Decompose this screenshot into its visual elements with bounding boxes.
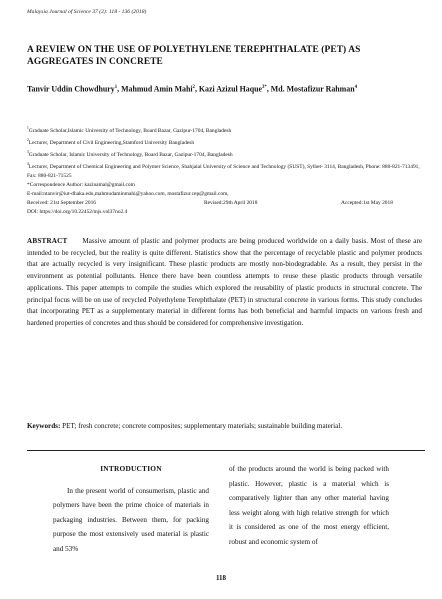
doi-link[interactable]: https://doi.org/10.22452/mjs.vol37no2.4 [39,209,128,215]
author-name: Kazi Azizul Haque [198,84,263,94]
keywords-label: Keywords: [27,422,61,430]
keywords-text: PET; fresh concrete; concrete composites; supplementary materials; sustainable building material. [62,422,343,430]
affiliation-text: Lecturer, Department of Chemical Engineering and Polymer Science, Shahjalal University of Science and Technology (SUST), Sylhet- 3114, Bangladesh, Phone: 880-821-713491, Fax: 880-821-71525 [27,163,420,179]
correspondence-line: *Correspondence Author: kazinamal@gmail.com [27,181,135,188]
abstract-block [27,236,422,330]
author-name: Mahmud Amin Mahi [121,84,193,94]
author-separator: , [194,84,199,94]
author-list [27,83,422,95]
abstract-label: ABSTRACT [27,237,68,245]
email-line: E-mail:ntanvir@iut-dhaka.edu,mahmudaminmahi@yahoo.com, mostafizur.cep@gmail.com, [27,190,229,197]
date-revised: Revised:29th April 2018 [204,199,258,206]
author-separator: , [117,84,122,94]
author-name: Md. Mostafizur Rahman [270,84,355,94]
affiliation-line [27,136,427,148]
author-superscript: 3* [262,85,267,90]
running-head: Malaysia Journal of Science 37 (2): 118 - 136 (2018) [27,9,147,15]
paper-title: A REVIEW ON THE USE OF POLYETHYLENE TEREPHTHALATE (PET) AS AGGREGATES IN CONCRETE [27,45,361,68]
section-divider [27,450,425,451]
abstract-text: Massive amount of plastic and polymer products are being produced worldwide on a daily basis. Most of these are intended to be recycled, but the reality is quite different. Statistics show that the percentage of recyclable plastic and polymer products that are actually recycled is very insignificant. These plastic products are mostly non-biodegradable. As a result, they persist in the environment as potential pollutants. Hence there have been countless attempts to reuse these plastic products through versatile applications. This paper attempts to compile the studies which explored the reusability of plastic products in structural concrete. The principal focus will be on use of recycled Polyethylene Terephthalate (PET) in structural concrete in various forms. This study concludes that incorporating PET as a supplementary material in different forms has both beneficial and harmful impacts on various fresh and hardened properties of concretes and thus should be considered for comprehensive investigation. [27,237,422,327]
affiliation-line [27,148,427,160]
doi-label: DOI: [27,209,39,215]
left-column [53,462,209,557]
affiliation-line [27,124,427,136]
author-name: Tanvir Uddin Chowdhury [27,84,115,94]
affiliation-superscript: 2 [27,137,29,142]
author-superscript: 4 [354,85,357,90]
date-accepted: Accepted:1st May 2018 [341,199,393,206]
date-received: Received: 21st September 2016 [27,199,97,206]
affiliation-text: Graduate Scholar, Islamic University of Technology, Board Bazar, Gazipur-1704, Bangladesh [28,151,233,158]
right-column [229,462,389,550]
affiliation-line [27,160,427,181]
affiliation-text: Lecturer, Department of Civil Engineering,Stamford University Bangladesh [28,139,195,146]
page-number: 118 [215,574,227,582]
author-separator: , [266,84,271,94]
author-superscript: 1 [114,85,118,90]
dates-line [27,199,427,208]
affiliations-block [27,124,427,217]
doi-line [27,208,427,217]
introduction-heading: INTRODUCTION [100,464,162,473]
affiliation-text: Graduate Scholar,Islamic University of Technology, Board Bazar, Gazipur-1704, Bangladesh [28,127,232,134]
affiliation-superscript: 1 [27,126,29,130]
affiliation-superscript: 4 [27,161,29,166]
affiliation-superscript: 3 [27,149,29,154]
introduction-paragraph-right: of the products around the world is being packed with plastic. However, plastic is a material which is comparatively lighter than any other material having less weight along with high relative strength for which it is considered as one of the most energy efficient, robust and economic system of [229,465,389,546]
introduction-paragraph-left: In the present world of consumerism, plastic and polymers have been the prime choice of materials in packaging industries. Between them, for packing purpose the most extensively used material is plastic and 53% [53,486,209,553]
author-superscript: 2 [192,85,195,90]
keywords-block [27,421,422,432]
